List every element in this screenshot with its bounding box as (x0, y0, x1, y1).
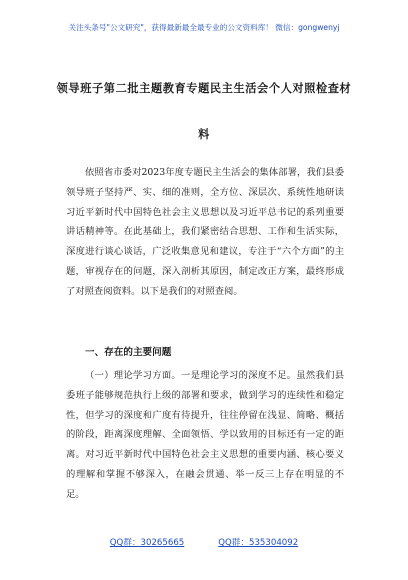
footer-qq-group-1: QQ群：30265665 (109, 538, 185, 548)
document-title: 领导班子第二批主题教育专题民主生活会个人对照检查材 (56, 82, 352, 95)
body-paragraph: （一）理论学习方面。一是理论学习的深度不足。虽然我们县委班子能够规范执行上级的部署和要求，做到学习的连续性和稳定性，但学习的深度和广度有待提升，往往停留在浅显、简略、概括的阶段，距离深度理解、全面领悟、学以致用的目标还有一定的距离。对习近平新时代中国特色社会主义思想的重要内涵、核心要义的理解和掌握不够深入，在融会贯通、举一反三上存在明显的不足。 (66, 370, 344, 500)
intro-paragraph: 依照省市委对2023年度专题民主生活会的集体部署，我们县委领导班子坚持严、实、细的准则，全方位、深层次、系统性地研读习近平新时代中国特色社会主义思想以及习近平总书记的系列重要讲话精神等。在此基础上，我们紧密结合思想、工作和生活实际，深度进行谈心谈话，广泛收集意见和建议，专注于“六个方面”的主题，审视存在的问题，深入剖析其原因，制定改正方案，最终形成了对照查阅资料。以下是我们的对照查阅。 (66, 167, 344, 297)
document-title-continued: 料 (198, 128, 210, 141)
footer-qq-group-2: QQ群：535304092 (218, 538, 299, 548)
header-banner: 关注头条号"公文研究"，获得最新最全最专业的公文资料库！ 微信：gongwenyj (68, 23, 340, 32)
section-heading: 一、存在的主要问题 (85, 347, 172, 358)
footer (0, 536, 408, 548)
